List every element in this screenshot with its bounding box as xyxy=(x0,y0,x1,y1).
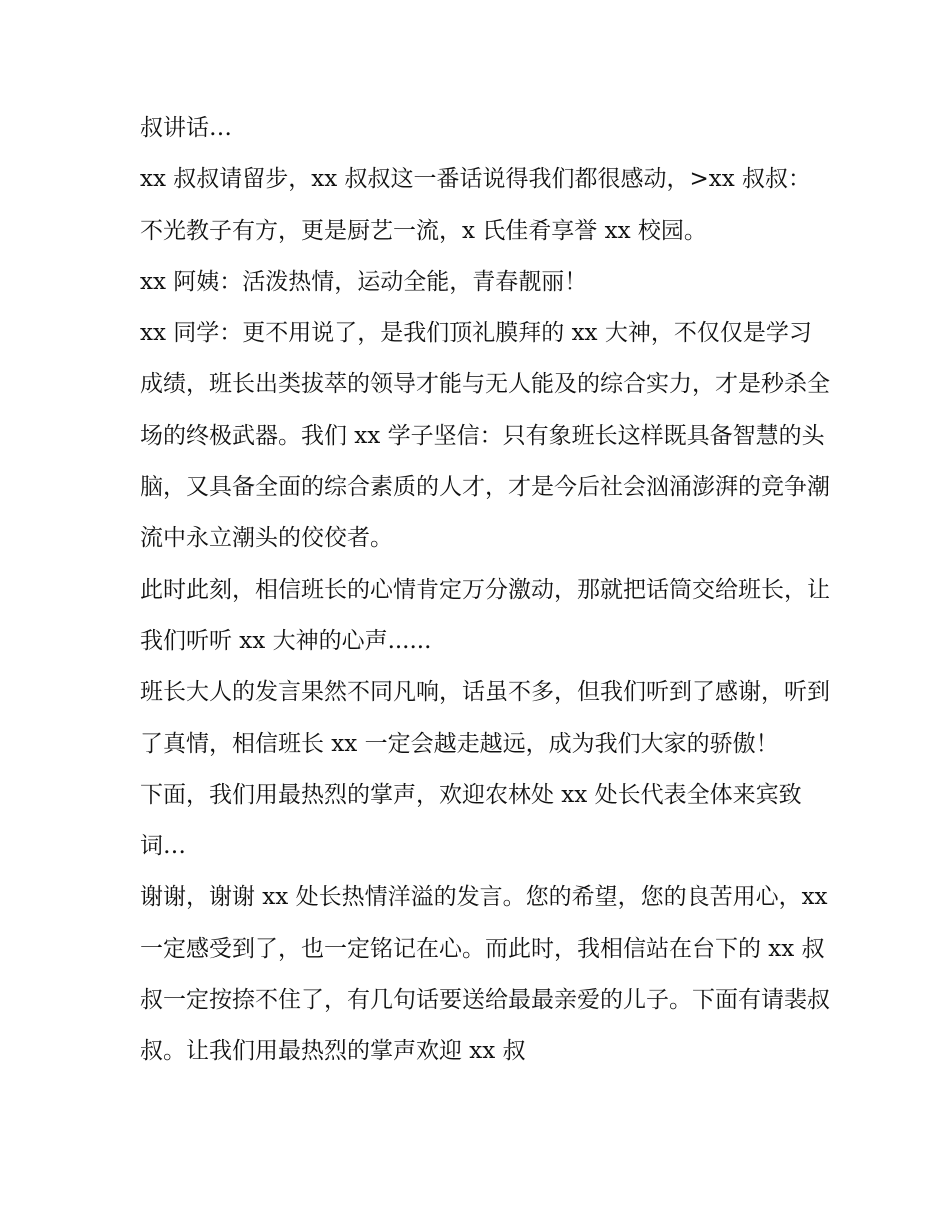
paragraph: 谢谢，谢谢 xx 处长热情洋溢的发言。您的希望，您的良苦用心，xx 一定感受到了，也一定铭记在心。而此时，我相信站在台下的 xx 叔叔一定按捺不住了，有几句话要送给最最亲爱的儿子。下面有请裴叔叔。让我们用最热烈的掌声欢迎 xx 叔 xyxy=(140,884,835,1065)
paragraph: 此时此刻，相信班长的心情肯定万分激动，那就把话筒交给班长，让我们听听 xx 大神的心声...... xyxy=(140,576,830,654)
document-body xyxy=(140,103,835,1078)
paragraph: 下面，我们用最热烈的掌声，欢迎农林处 xx 处长代表全体来宾致词… xyxy=(140,781,802,860)
paragraph: xx 叔叔请留步，xx 叔叔这一番话说得我们都很感动，>xx 叔叔：不光教子有方，更是厨艺一流，x 氏佳肴享誉 xx 校园。 xyxy=(140,166,812,244)
paragraph: xx 同学：更不用说了，是我们顶礼膜拜的 xx 大神，不仅仅是学习成绩，班长出类拔萃的领导才能与无人能及的综合实力，才是秒杀全场的终极武器。我们 xx 学子坚信：只有象班长这样既具备智慧的头脑，又具备全面的综合素质的人才，才是今后社会汹涌澎湃的竞争潮流中永立潮头的佼佼者。 xyxy=(140,320,830,552)
paragraph: 班长大人的发言果然不同凡响，话虽不多，但我们听到了感谢，听到了真情，相信班长 xx 一定会越走越远，成为我们大家的骄傲！ xyxy=(140,679,830,757)
paragraph: xx 阿姨：活泼热情，运动全能，青春靓丽！ xyxy=(140,268,588,295)
paragraph: 叔讲话… xyxy=(140,115,232,141)
